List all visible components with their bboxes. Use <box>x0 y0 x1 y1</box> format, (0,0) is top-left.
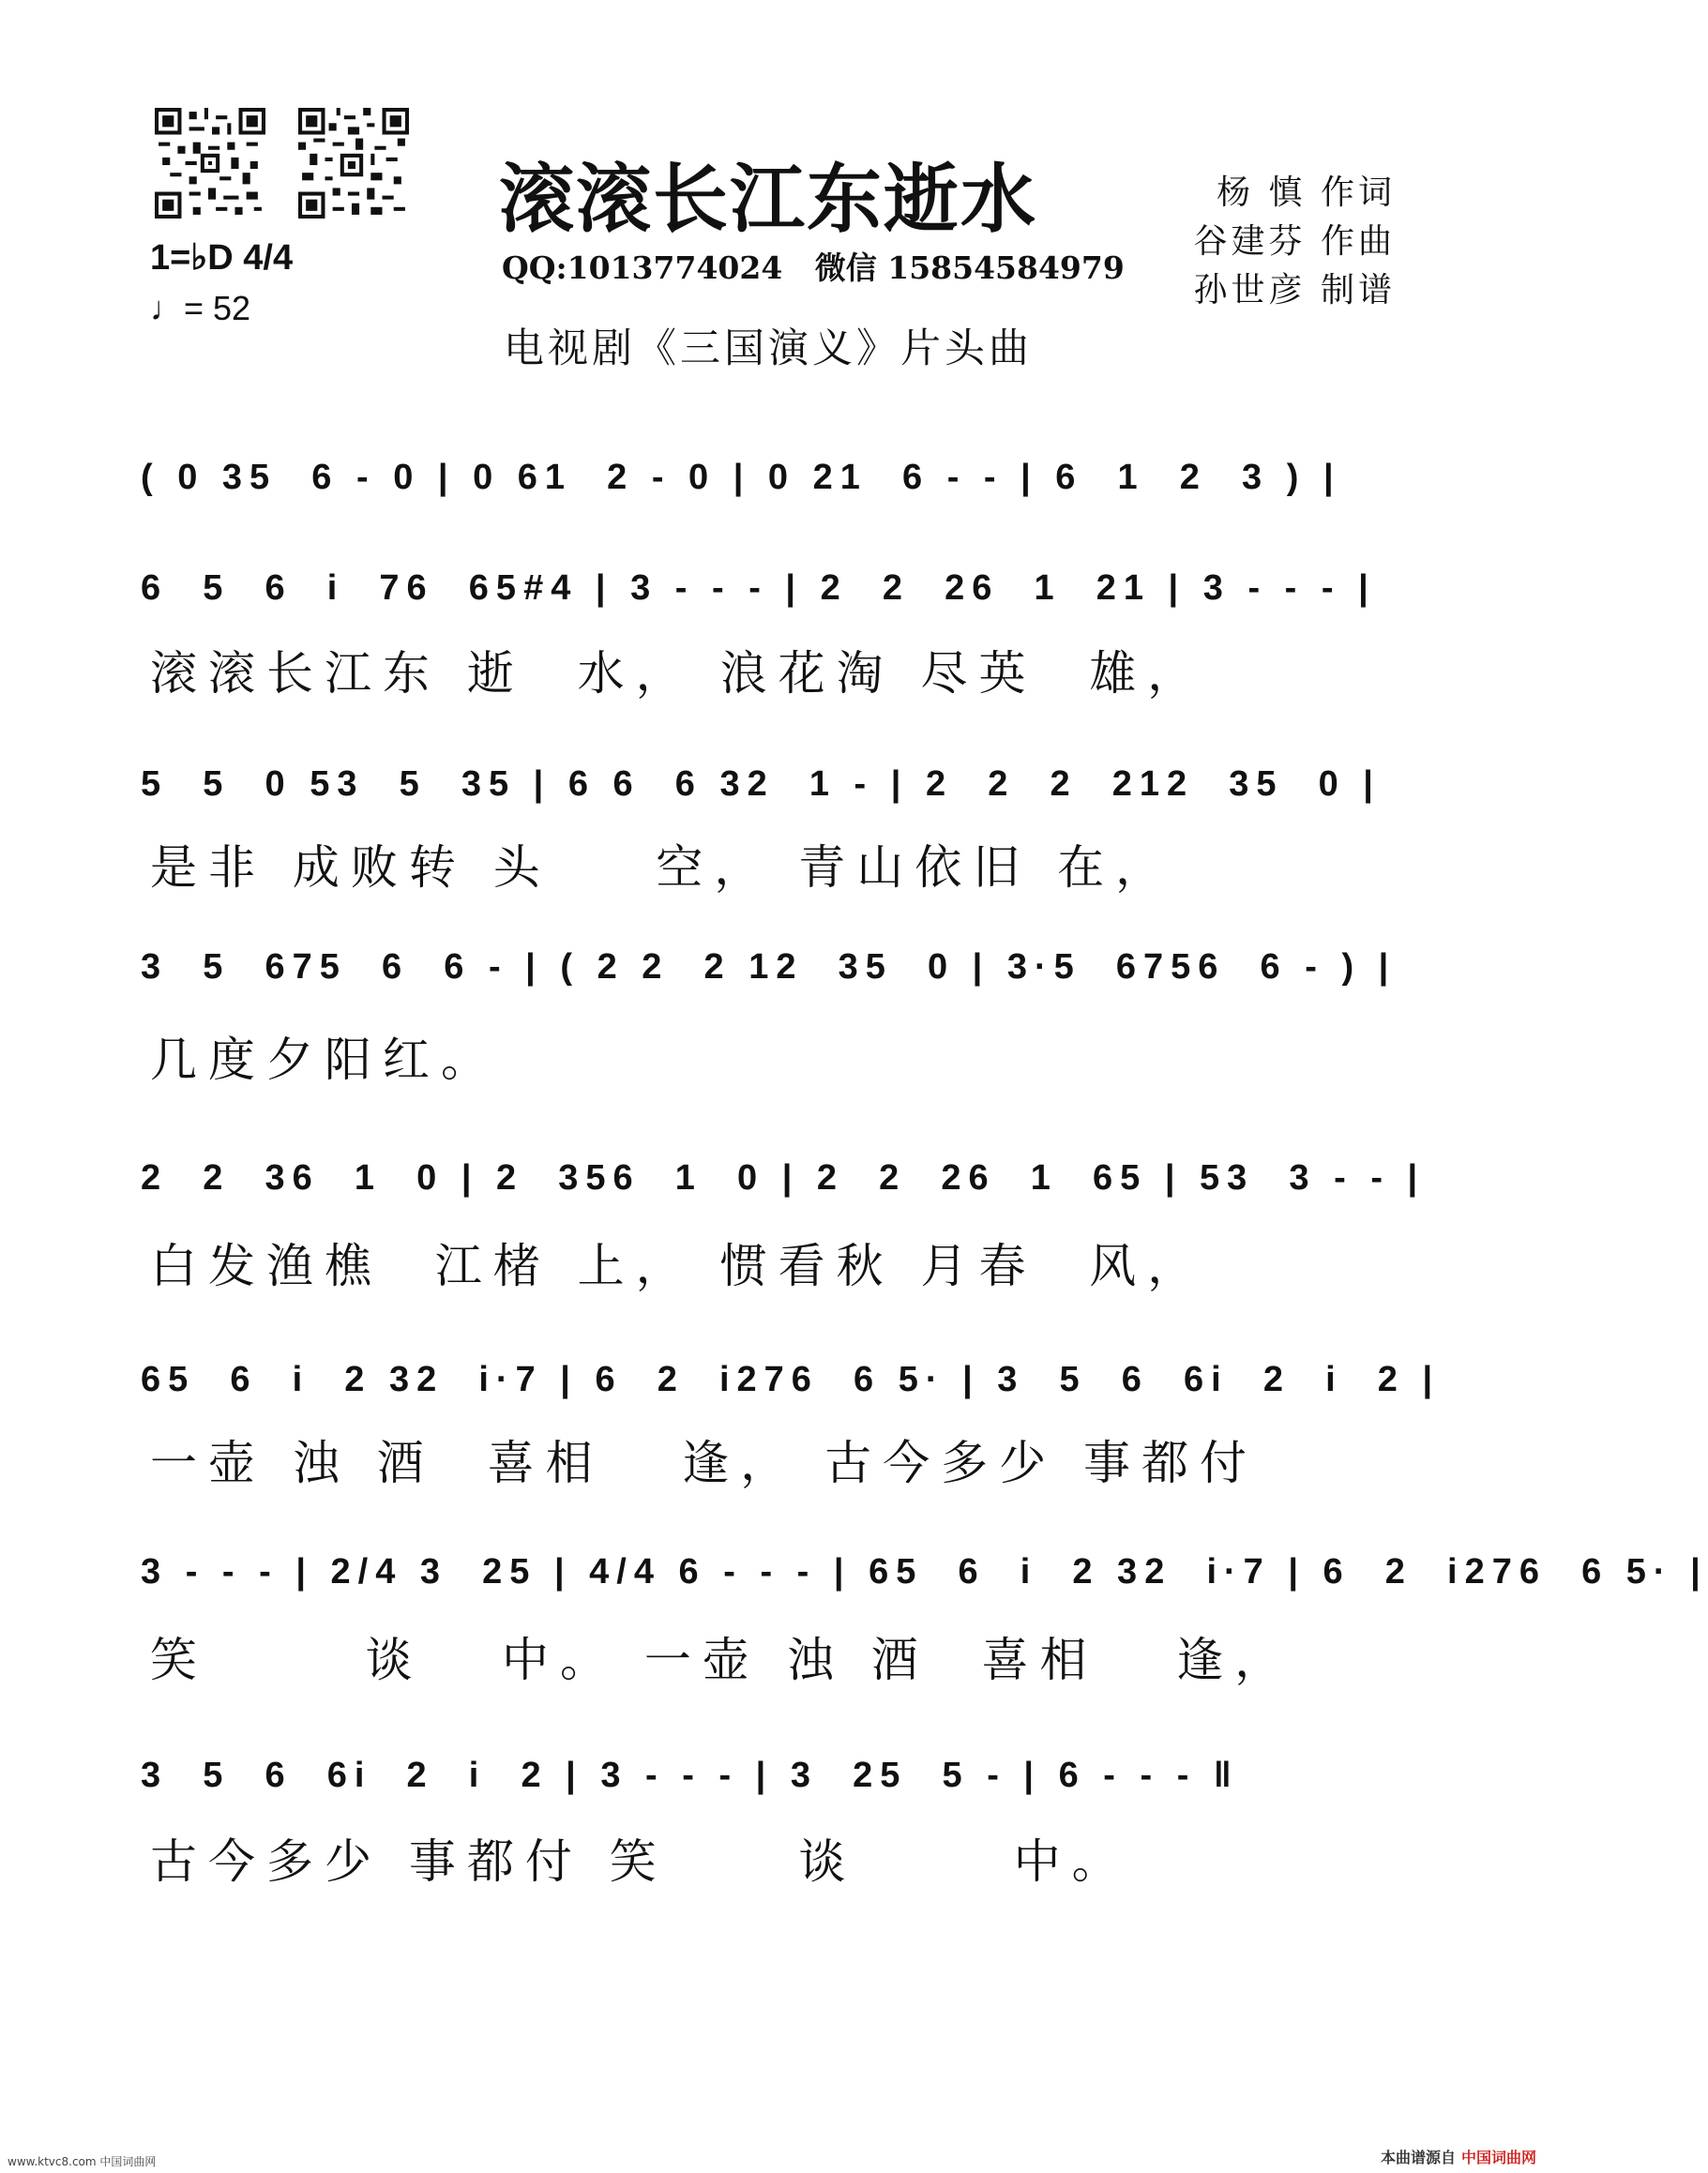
credit-transcriber: 孙世彦 制谱 <box>1193 271 1396 309</box>
notation-line-6: 65 6 i 2 32 i·7 | 6 2 i276 6 5· | 3 5 6 6i 2 i 2 | <box>141 1360 1441 1399</box>
page-title: 滚滚长江东逝水 <box>499 156 1037 243</box>
lyrics-line-4: 几度夕阳红。 <box>150 1033 499 1087</box>
footer-source-label: 本曲谱源自 <box>1381 2149 1457 2166</box>
lyrics-line-8: 古今多少 事都付 笑 谈 中。 <box>150 1834 1130 1889</box>
notation-line-2: 6 5 6 i 76 65#4 | 3 - - - | 2 2 26 1 21 | 3 - - - | <box>141 568 1376 608</box>
credit-composer: 谷建芬 作曲 <box>1193 222 1396 261</box>
lyrics-line-3: 是非 成败转 头 空， 青山依旧 在， <box>150 840 1174 895</box>
tempo-marking: ♩= 52 <box>150 289 251 327</box>
notation-line-7: 3 - - - | 2/4 3 25 | 4/4 6 - - - | 65 6 i 2 32 i·7 | 6 2 i276 6 5· | <box>141 1552 1708 1592</box>
credit-lyricist: 杨 慎 作词 <box>1217 174 1396 212</box>
notation-line-1: ( 0 35 6 - 0 | 0 61 2 - 0 | 0 21 6 - - | 6 1 2 3 ) | <box>141 458 1341 497</box>
footer-watermark: www.ktvc8.com 中国词曲网 <box>8 2155 157 2168</box>
subtitle: 电视剧《三国演义》片头曲 <box>504 325 1033 372</box>
lyrics-line-2: 滚滚长江东 逝 水， 浪花淘 尽英 雄， <box>150 646 1206 701</box>
contact-info: QQ:1013774024 微信 15854584979 <box>502 249 1125 286</box>
notation-line-3: 5 5 0 53 5 35 | 6 6 6 32 1 - | 2 2 2 212 35 0 | <box>141 764 1381 804</box>
notation-line-5: 2 2 36 1 0 | 2 356 1 0 | 2 2 26 1 65 | 53 3 - - | <box>141 1158 1426 1198</box>
lyrics-line-7: 笑 谈 中。 一壶 浊 酒 喜相 逢， <box>150 1633 1293 1687</box>
credits <box>1194 169 1396 315</box>
lyrics-line-6: 一壶 浊 酒 喜相 逢， 古今多少 事都付 <box>150 1436 1259 1490</box>
footer-site-name: 中国词曲网 <box>1461 2149 1537 2166</box>
notation-line-4: 3 5 675 6 6 - | ( 2 2 2 12 35 0 | 3·5 6756 6 - ) | <box>141 947 1397 987</box>
lyrics-line-5: 白发渔樵 江楮 上， 惯看秋 月春 风， <box>150 1239 1206 1293</box>
key-signature: 1=♭D 4/4 <box>150 238 294 278</box>
notation-line-8: 3 5 6 6i 2 i 2 | 3 - - - | 3 25 5 - | 6 - - - ‖ <box>141 1756 1239 1795</box>
